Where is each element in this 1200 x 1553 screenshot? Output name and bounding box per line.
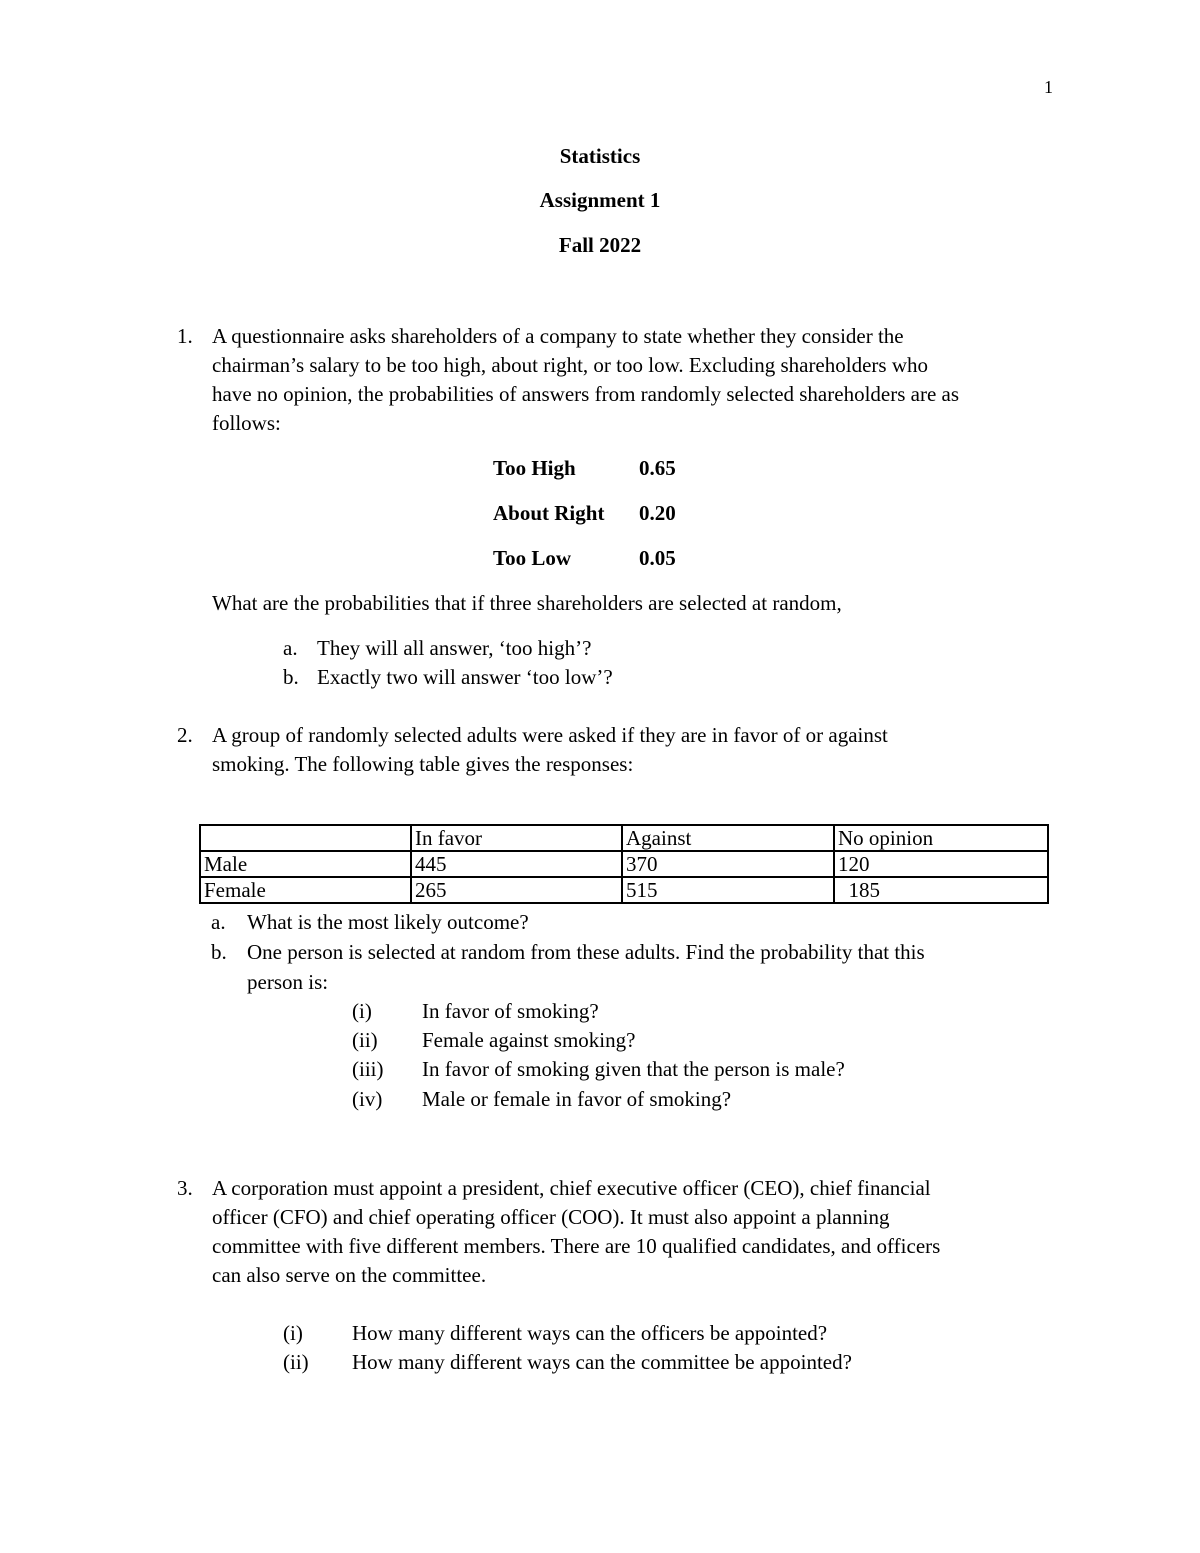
table-cell: Male bbox=[200, 851, 411, 877]
subpart-text: In favor of smoking? bbox=[422, 999, 599, 1023]
table-cell: 445 bbox=[411, 851, 622, 877]
table-cell: 120 bbox=[834, 851, 1048, 877]
question-text-line: A corporation must appoint a president, chief executive officer (CEO), chief financial bbox=[212, 1176, 931, 1200]
subpart-label: (i) bbox=[283, 1321, 303, 1345]
probability-label: Too Low bbox=[493, 546, 572, 570]
probability-value: 0.05 bbox=[639, 546, 676, 570]
question-text-line: smoking. The following table gives the responses: bbox=[212, 752, 634, 776]
question-text-line: have no opinion, the probabilities of answers from randomly selected shareholders are as bbox=[212, 382, 960, 406]
subpart-text: How many different ways can the officers be appointed? bbox=[352, 1321, 828, 1345]
subpart-text: Male or female in favor of smoking? bbox=[422, 1087, 732, 1111]
part-text: They will all answer, ‘too high’? bbox=[317, 636, 592, 660]
question-text-line: follows: bbox=[212, 411, 281, 435]
question-number: 1. bbox=[177, 324, 193, 348]
table-cell: Female bbox=[200, 877, 411, 903]
probability-label: Too High bbox=[493, 456, 576, 480]
subpart-label: (ii) bbox=[283, 1350, 309, 1374]
document-title: Statistics bbox=[559, 144, 641, 168]
part-text: Exactly two will answer ‘too low’? bbox=[317, 665, 613, 689]
question-prompt: What are the probabilities that if three shareholders are selected at random, bbox=[212, 591, 842, 615]
probability-value: 0.20 bbox=[639, 501, 676, 525]
part-text: What is the most likely outcome? bbox=[247, 910, 529, 934]
subpart-text: Female against smoking? bbox=[422, 1028, 636, 1052]
table-cell: 370 bbox=[622, 851, 834, 877]
probability-label: About Right bbox=[493, 501, 605, 525]
part-label: a. bbox=[211, 910, 226, 934]
subpart-text: In favor of smoking given that the person is male? bbox=[422, 1057, 845, 1081]
table-header-cell: In favor bbox=[411, 825, 622, 851]
table-header-row bbox=[200, 825, 1048, 851]
term-label: Fall 2022 bbox=[558, 233, 642, 257]
subpart-label: (ii) bbox=[352, 1028, 378, 1052]
question-text-line: officer (CFO) and chief operating officer (COO). It must also appoint a planning bbox=[212, 1205, 890, 1229]
subpart-label: (iii) bbox=[352, 1057, 384, 1081]
page-number: 1 bbox=[1044, 77, 1053, 97]
question-number: 3. bbox=[177, 1176, 193, 1200]
question-text-line: chairman’s salary to be too high, about right, or too low. Excluding shareholders who bbox=[212, 353, 928, 377]
subpart-text: How many different ways can the committee be appointed? bbox=[352, 1350, 852, 1374]
subpart-label: (i) bbox=[352, 999, 372, 1023]
assignment-label: Assignment 1 bbox=[539, 188, 661, 212]
probability-row bbox=[493, 446, 676, 491]
subpart-label: (iv) bbox=[352, 1087, 383, 1111]
table-header-cell: Against bbox=[622, 825, 834, 851]
question-text-line: committee with five different members. There are 10 qualified candidates, and officers bbox=[212, 1234, 941, 1258]
table-header-cell bbox=[200, 825, 411, 851]
table-cell: 185 bbox=[834, 877, 1048, 903]
table-header-cell: No opinion bbox=[834, 825, 1048, 851]
probability-table bbox=[493, 446, 676, 581]
table-cell: 515 bbox=[622, 877, 834, 903]
question-text-line: can also serve on the committee. bbox=[212, 1263, 487, 1287]
part-label: b. bbox=[283, 665, 299, 689]
table-row bbox=[200, 851, 1048, 877]
question-text-line: A group of randomly selected adults were asked if they are in favor of or against bbox=[212, 723, 888, 747]
responses-table bbox=[199, 824, 1049, 904]
part-text: One person is selected at random from these adults. Find the probability that this bbox=[247, 940, 925, 964]
probability-row bbox=[493, 536, 676, 581]
probability-row bbox=[493, 491, 676, 536]
part-text-continued: person is: bbox=[247, 970, 329, 994]
part-label: b. bbox=[211, 940, 227, 964]
question-text-line: A questionnaire asks shareholders of a company to state whether they consider the bbox=[212, 324, 904, 348]
part-label: a. bbox=[283, 636, 298, 660]
table-cell: 265 bbox=[411, 877, 622, 903]
question-number: 2. bbox=[177, 723, 193, 747]
table-row bbox=[200, 877, 1048, 903]
probability-value: 0.65 bbox=[639, 456, 676, 480]
